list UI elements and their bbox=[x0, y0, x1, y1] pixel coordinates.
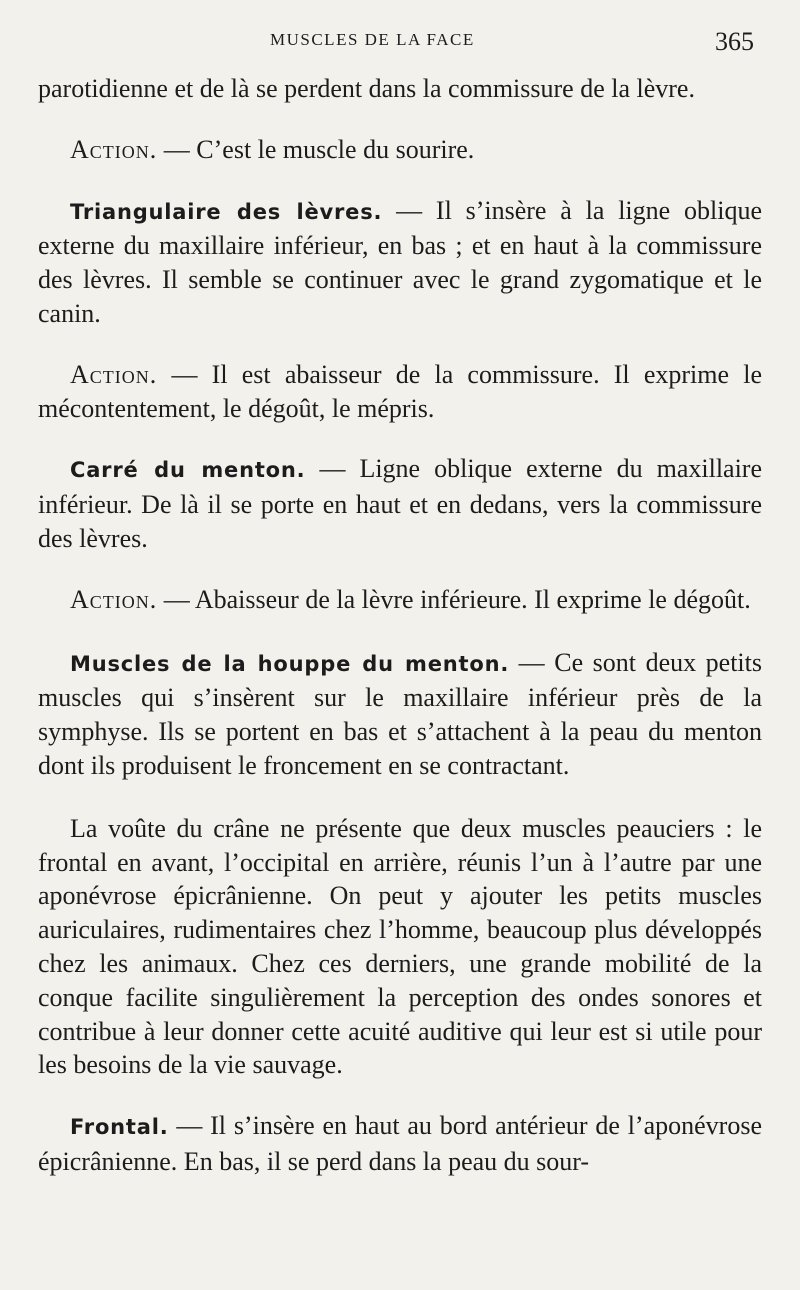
paragraph-text: — Il s’insère en haut au bord antérieur de l’aponévrose épicrânienne. En bas, il se perd dans la peau du sour- bbox=[38, 1111, 762, 1176]
section-heading-frontal: Frontal. bbox=[70, 1115, 169, 1140]
paragraph-text: — Ce sont deux petits muscles qui s’insèrent sur le maxillaire inférieur près de la symphyse. Ils se portent en bas et s’attachent à la peau du menton dont ils produisent le froncement en se contractant. bbox=[38, 647, 762, 780]
paragraph-text: — C’est le muscle du sourire. bbox=[157, 134, 475, 164]
paragraph-action-zygomatic bbox=[38, 133, 762, 167]
running-title: MUSCLES DE LA FACE bbox=[270, 30, 475, 49]
paragraph-text: — Il est abaisseur de la commissure. Il exprime le mécontentement, le dégoût, le mépris. bbox=[38, 359, 762, 423]
paragraph-voute-crane bbox=[38, 812, 762, 1082]
paragraph-action-triangulaire bbox=[38, 358, 762, 426]
paragraph-text: parotidienne et de là se perdent dans la commissure de la lèvre. bbox=[38, 74, 695, 103]
paragraph-houppe bbox=[38, 646, 762, 783]
paragraph-carre bbox=[38, 452, 762, 555]
body-text bbox=[38, 72, 762, 1179]
section-heading-houppe: Muscles de la houppe du menton. bbox=[70, 651, 510, 676]
action-label: Action. bbox=[70, 584, 158, 614]
section-heading-carre: Carré du menton. bbox=[70, 458, 306, 483]
paragraph-text: — Abaisseur de la lèvre inférieure. Il exprime le dégoût. bbox=[157, 584, 751, 614]
paragraph-text: — Ligne oblique externe du maxillaire inférieur. De là il se porte en haut et en dedans, vers la commissure des lèvres. bbox=[38, 454, 763, 553]
page-number: 365 bbox=[715, 27, 754, 56]
paragraph-text: La voûte du crâne ne présente que deux muscles peauciers : le frontal en avant, l’occipital en arrière, réunis l’un à l’autre par une aponévrose épicrânienne. On peut y ajouter les petits muscles auriculaires, rudimentaires chez l’homme, beaucoup plus développés chez les animaux. Chez ces derniers, une grande mobilité de la conque facilite singulièrement la perception des ondes sonores et contribue à leur donner cette acuité auditive qui leur est si utile pour les besoins de la vie sauvage. bbox=[38, 813, 762, 1080]
action-label: Action. bbox=[70, 134, 158, 164]
paragraph-text: — Il s’insère à la ligne oblique externe du maxillaire inférieur, en bas ; et en haut à la commissure des lèvres. Il semble se continuer avec le grand zygomatique et le canin. bbox=[38, 195, 762, 328]
paragraph-triangulaire bbox=[38, 194, 762, 331]
action-label: Action. bbox=[70, 359, 158, 389]
paragraph-continuation bbox=[38, 72, 762, 106]
section-heading-triangulaire: Triangulaire des lèvres. bbox=[70, 199, 383, 224]
paragraph-frontal bbox=[38, 1109, 762, 1179]
paragraph-action-carre bbox=[38, 583, 762, 617]
